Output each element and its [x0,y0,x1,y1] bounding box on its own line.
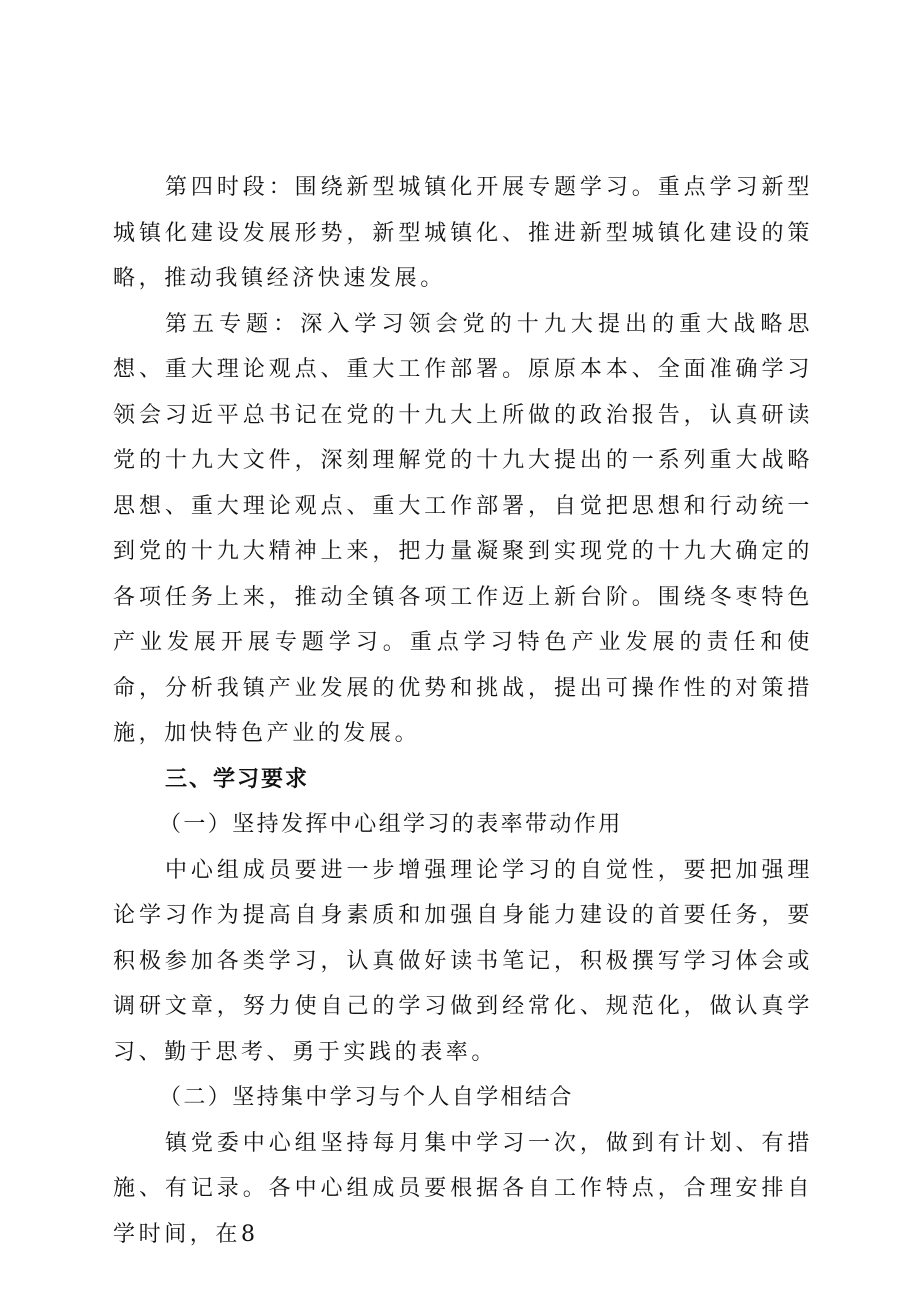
paragraph-monthly-study: 镇党委中心组坚持每月集中学习一次，做到有计划、有措施、有记录。各中心组成员要根据各自工作特点，合理安排自学时间，在8 [113,1130,813,1247]
paragraph-fifth-topic: 第五专题：深入学习领会党的十九大提出的重大战略思想、重大理论观点、重大工作部署。原原本本、全面准确学习领会习近平总书记在党的十九大上所做的政治报告，认真研读党的十九大文件，深刻理解党的十九大提出的一系列重大战略思想、重大理论观点、重大工作部署，自觉把思想和行动统一到党的十九大精神上来，把力量凝聚到实现党的十九大确定的各项任务上来，推动全镇各项工作迈上新台阶。围绕冬枣特色产业发展开展专题学习。重点学习特色产业发展的责任和使命，分析我镇产业发展的优势和挑战，提出可操作性的对策措施，加快特色产业的发展。 [113,311,813,746]
subheading-1: （一）坚持发挥中心组学习的表率带动作用 [159,812,623,837]
paragraph-members-requirement: 中心组成员要进一步增强理论学习的自觉性，要把加强理论学习作为提高自身素质和加强自身能力建设的首要任务，要积极参加各类学习，认真做好读书笔记，积极撰写学习体会或调研文章，努力使自己的学习做到经常化、规范化，做认真学习、勤于思考、勇于实践的表率。 [113,857,813,1065]
subheading-2: （二）坚持集中学习与个人自学相结合 [159,1085,574,1110]
section-heading-study-requirements: 三、学习要求 [165,766,310,792]
document-body [113,165,813,1257]
paragraph-fourth-period: 第四时段：围绕新型城镇化开展专题学习。重点学习新型城镇化建设发展形势，新型城镇化、推进新型城镇化建设的策略，推动我镇经济快速发展。 [113,175,813,291]
